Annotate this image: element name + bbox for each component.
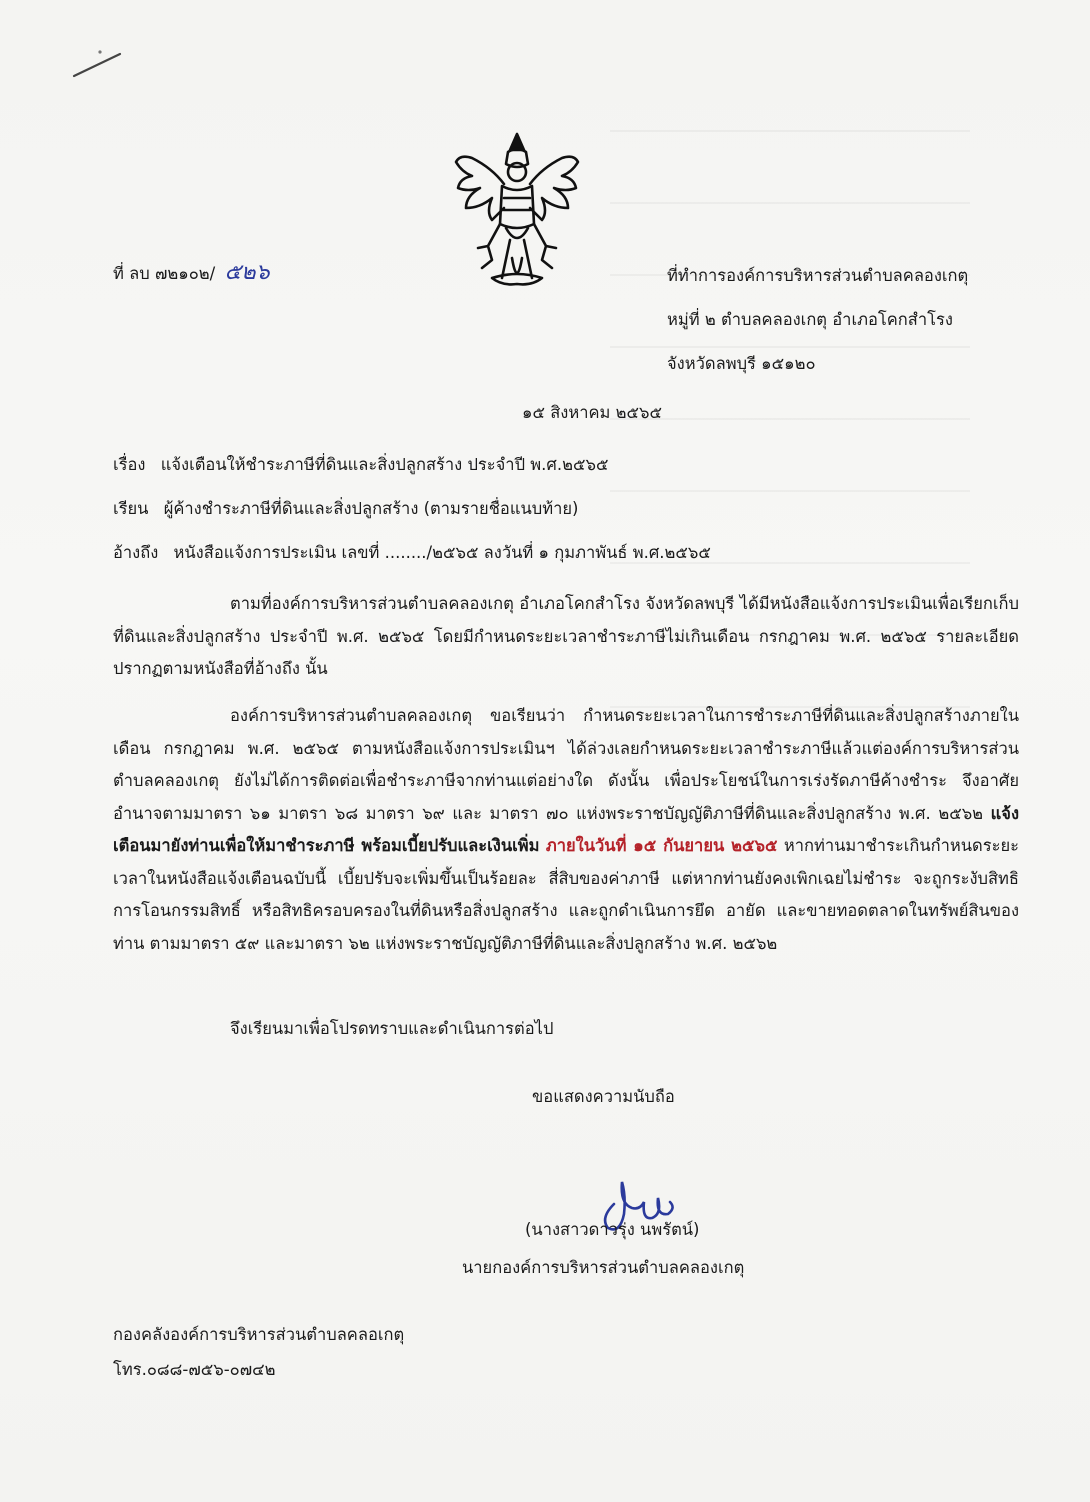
regards: ขอแสดงความนับถือ <box>532 1087 675 1106</box>
subject-line <box>113 452 608 478</box>
paragraph-2 <box>113 700 1019 960</box>
address-line-3: จังหวัดลพบุรี ๑๕๑๒๐ <box>667 354 816 373</box>
ref-label: ที่ ลบ ๗๒๑๐๒/ <box>113 264 216 283</box>
paragraph-2-bold-notice: แจ้งเตือนมายังท่านเพื่อให้มาชำระภาษี พร้อมเบี้ยปรับและเงินเพิ่ม <box>113 803 1019 855</box>
recipient-text: ผู้ค้างชำระภาษีที่ดินและสิ่งปลูกสร้าง (ตามรายชื่อแนบท้าย) <box>163 499 579 518</box>
paragraph-2-deadline: ภายในวันที่ ๑๕ กันยายน ๒๕๖๕ <box>545 836 778 855</box>
reference-line <box>113 540 711 566</box>
paragraph-2-text-a: องค์การบริหารส่วนตำบลคลองเกตุ ขอเรียนว่า กำหนดระยะเวลาในการชำระภาษีที่ดินและสิ่งปลูกสร้างภายในเดือน กรกฎาคม พ.ศ. ๒๕๖๕ ตามหนังสือแจ้งการประเมินฯ ได้ล่วงเลยกำหนดระยะเวลาชำระภาษีแล้วแต่องค์การบริหารส่วนตำบลคลองเกตุ ยังไม่ได้การติดต่อเพื่อชำระภาษีจากท่านแต่อย่างใด ดังนั้น เพื่อประโยชน์ในการเร่งรัดภาษีค้างชำระ จึงอาศัยอำนาจตามมาตรา ๖๑ มาตรา ๖๘ มาตรา ๖๙ และ มาตรา ๗๐ แห่งพระราชบัญญัติภาษีที่ดินและสิ่งปลูกสร้าง พ.ศ. ๒๕๖๒ <box>113 706 1019 823</box>
recipient-label: เรียน <box>113 499 149 518</box>
signer-title: นายกองค์การบริหารส่วนตำบลคลองเกตุ <box>462 1258 745 1277</box>
paragraph-2-text-b: หากท่านมาชำระเกินกำหนดระยะเวลาในหนังสือแจ้งเตือนฉบับนี้ เบี้ยปรับจะเพิ่มขึ้นเป็นร้อยละ สี่สิบของค่าภาษี แต่หากท่านยังคงเพิกเฉยไม่ชำระ จะถูกระงับสิทธิการโอนกรรมสิทธิ์ หรือสิทธิครอบครองในที่ดินหรือสิ่งปลูกสร้าง และถูกดำเนินการยึด อายัด และขายทอดตลาดในทรัพย์สินของท่าน ตามมาตรา ๕๙ และมาตรา ๖๒ แห่งพระราชบัญญัติภาษีที่ดินและสิ่งปลูกสร้าง พ.ศ. ๒๕๖๒ <box>113 836 1020 953</box>
paragraph-1-text: ตามที่องค์การบริหารส่วนตำบลคลองเกตุ อำเภอโคกสำโรง จังหวัดลพบุรี ได้มีหนังสือแจ้งการประเมินเพื่อเรียกเก็บที่ดินและสิ่งปลูกสร้าง ประจำปี พ.ศ. ๒๕๖๕ โดยมีกำหนดระยะเวลาชำระภาษีไม่เกินเดือน กรกฎาคม พ.ศ. ๒๕๖๕ รายละเอียดปรากฏตามหนังสือที่อ้างถึง นั้น <box>113 594 1019 678</box>
subject-text: แจ้งเตือนให้ชำระภาษีที่ดินและสิ่งปลูกสร้าง ประจำปี พ.ศ.๒๕๖๕ <box>160 455 609 474</box>
document-reference-number <box>113 254 270 289</box>
letter-date: ๑๕ สิงหาคม ๒๕๖๕ <box>522 403 662 422</box>
paragraph-1 <box>113 588 1019 686</box>
reference-text: หนังสือแจ้งการประเมิน เลขที่ ......../๒๕๖๕ ลงวันที่ ๑ กุมภาพันธ์ พ.ศ.๒๕๖๕ <box>173 543 711 562</box>
recipient-line <box>113 496 578 522</box>
sender-address <box>667 254 968 386</box>
address-line-1: ที่ทำการองค์การบริหารส่วนตำบลคลองเกตุ <box>667 266 969 285</box>
footer-office: กองคลังองค์การบริหารส่วนตำบลคลอเกตุ <box>113 1325 405 1344</box>
pencil-mark-icon <box>60 44 130 84</box>
garuda-emblem-icon <box>452 128 582 290</box>
address-line-2: หมู่ที่ ๒ ตำบลคลองเกตุ อำเภอโคกสำโรง <box>667 310 953 329</box>
footer-phone: โทร.๐๘๘-๗๕๖-๐๗๔๒ <box>113 1360 276 1379</box>
closing-line: จึงเรียนมาเพื่อโปรดทราบและดำเนินการต่อไป <box>230 1019 554 1038</box>
subject-label: เรื่อง <box>113 455 146 474</box>
signer-name: (นางสาวดาวรุ่ง นพรัตน์) <box>525 1220 700 1239</box>
ref-number-handwritten: ๕๒๖ <box>224 260 270 285</box>
reference-label: อ้างถึง <box>113 543 159 562</box>
